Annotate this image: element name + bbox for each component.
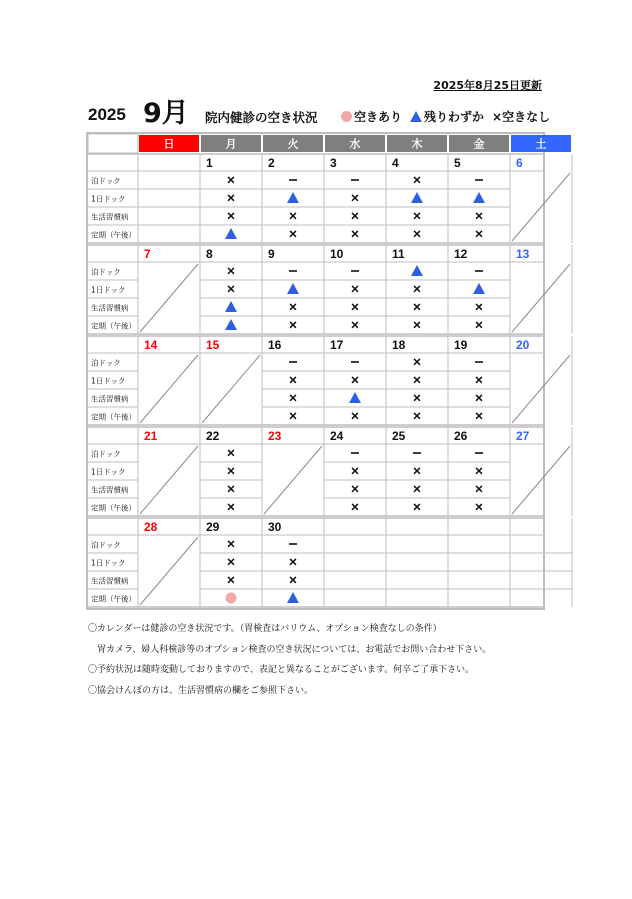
mark-unavailable: × <box>412 225 422 242</box>
day-number: 10 <box>330 247 344 261</box>
mark-unavailable: × <box>226 444 236 461</box>
mark-few-triangle <box>473 283 485 294</box>
mark-unavailable: × <box>474 207 484 224</box>
notes <box>88 619 491 701</box>
mark-few-triangle <box>225 301 237 312</box>
mark-unavailable: × <box>350 225 360 242</box>
weekday-header-label: 火 <box>287 137 299 151</box>
row-label: 定期（午後） <box>91 412 136 422</box>
diagonal-slash <box>512 355 570 423</box>
day-number: 14 <box>144 338 158 352</box>
day-number: 2 <box>268 156 275 170</box>
mark-few-triangle <box>287 283 299 294</box>
mark-unavailable: × <box>474 389 484 406</box>
legend-none <box>492 108 550 125</box>
row-label: 1日ドック <box>91 467 126 477</box>
day-number: 11 <box>392 247 405 261</box>
day-number: 4 <box>392 156 399 170</box>
mark-unavailable: × <box>226 462 236 479</box>
day-number: 12 <box>454 247 468 261</box>
mark-unavailable: × <box>412 207 422 224</box>
row-label: 生活習慣病 <box>91 576 129 586</box>
row-label: 定期（午後） <box>91 230 136 240</box>
availability-calendar <box>86 132 545 610</box>
diagonal-slash <box>140 264 198 332</box>
day-number: 13 <box>516 247 530 261</box>
mark-unavailable: × <box>412 171 422 188</box>
day-number: 26 <box>454 429 468 443</box>
row-label: 泊ドック <box>91 449 121 459</box>
mark-unavailable: × <box>474 407 484 424</box>
mark-unavailable: × <box>226 207 236 224</box>
day-number: 16 <box>268 338 282 352</box>
mark-unavailable: × <box>412 280 422 297</box>
weekday-header-label: 月 <box>225 137 237 151</box>
mark-unavailable: × <box>226 480 236 497</box>
mark-few-triangle <box>349 392 361 403</box>
day-number: 23 <box>268 429 282 443</box>
row-label: 1日ドック <box>91 285 126 295</box>
day-number: 30 <box>268 520 282 534</box>
mark-unavailable: × <box>288 207 298 224</box>
note-line: 〇協会けんぽの方は、生活習慣病の欄をご参照下さい。 <box>88 685 314 696</box>
mark-unavailable: × <box>412 298 422 315</box>
month-label: 9月 <box>143 98 189 129</box>
header-corner <box>88 134 138 153</box>
mark-unavailable: × <box>288 316 298 333</box>
row-label: 定期（午後） <box>91 321 136 331</box>
row-label: 生活習慣病 <box>91 394 129 404</box>
weekday-header-label: 日 <box>163 137 175 151</box>
page-title: 院内健診の空き状況 <box>205 110 318 125</box>
mark-unavailable: × <box>412 316 422 333</box>
mark-unavailable: × <box>350 280 360 297</box>
mark-unavailable: × <box>226 553 236 570</box>
day-number: 15 <box>206 338 220 352</box>
mark-unavailable: × <box>288 389 298 406</box>
mark-unavailable: × <box>350 371 360 388</box>
note-line: 〇カレンダーは健診の空き状況です。（胃検査はバリウム、オプション検査なしの条件） <box>88 624 442 634</box>
day-number: 9 <box>268 247 275 261</box>
day-number: 22 <box>206 429 220 443</box>
mark-unavailable: × <box>474 498 484 515</box>
weekday-header-label: 水 <box>349 137 361 151</box>
updated-date: 2025年8月25日更新 <box>433 79 542 92</box>
note-line: 胃カメラ、婦人科検診等のオプション検査の空き状況については、お電話でお問い合わせ下さい。 <box>88 644 492 655</box>
diagonal-slash <box>512 173 570 241</box>
day-number: 21 <box>144 429 158 443</box>
mark-unavailable: × <box>412 353 422 370</box>
day-number: 20 <box>516 338 530 352</box>
row-label: 1日ドック <box>91 194 126 204</box>
diagonal-slash <box>512 446 570 514</box>
legend-none-label: ×空きなし <box>492 110 551 124</box>
day-number: 8 <box>206 247 213 261</box>
mark-few-triangle <box>287 592 299 603</box>
mark-unavailable: × <box>226 571 236 588</box>
mark-unavailable: × <box>226 280 236 297</box>
mark-few-triangle <box>225 319 237 330</box>
mark-unavailable: × <box>350 480 360 497</box>
mark-few-triangle <box>473 192 485 203</box>
mark-unavailable: × <box>226 171 236 188</box>
mark-unavailable: × <box>288 553 298 570</box>
mark-unavailable: × <box>350 462 360 479</box>
mark-few-triangle <box>411 192 423 203</box>
mark-unavailable: × <box>350 189 360 206</box>
day-number: 27 <box>516 429 530 443</box>
day-number: 17 <box>330 338 344 352</box>
mark-unavailable: × <box>226 498 236 515</box>
day-number: 25 <box>392 429 406 443</box>
mark-unavailable: × <box>474 225 484 242</box>
row-label: 1日ドック <box>91 376 126 386</box>
day-number: 24 <box>330 429 344 443</box>
row-label: 生活習慣病 <box>91 212 129 222</box>
row-label: 定期（午後） <box>91 594 136 604</box>
weekday-header-label: 金 <box>473 137 485 151</box>
circle-icon <box>341 111 352 122</box>
mark-unavailable: × <box>350 498 360 515</box>
legend-available <box>341 108 402 125</box>
row-label: 生活習慣病 <box>91 303 129 313</box>
row-label: 泊ドック <box>91 176 121 186</box>
year-label: 2025 <box>88 105 126 124</box>
day-number: 19 <box>454 338 468 352</box>
mark-unavailable: × <box>474 298 484 315</box>
legend <box>341 108 558 125</box>
mark-unavailable: × <box>412 480 422 497</box>
day-number: 7 <box>144 247 151 261</box>
mark-unavailable: × <box>474 371 484 388</box>
mark-unavailable: × <box>288 371 298 388</box>
mark-unavailable: × <box>288 407 298 424</box>
weekday-header-label: 木 <box>411 137 423 151</box>
day-number: 6 <box>516 156 523 170</box>
diagonal-slash <box>140 446 198 514</box>
mark-unavailable: × <box>226 262 236 279</box>
legend-few <box>410 108 484 125</box>
day-number: 29 <box>206 520 220 534</box>
mark-unavailable: × <box>350 298 360 315</box>
diagonal-slash <box>140 537 198 605</box>
mark-few-triangle <box>225 228 237 239</box>
mark-unavailable: × <box>412 498 422 515</box>
triangle-icon <box>410 111 422 122</box>
mark-unavailable: × <box>226 189 236 206</box>
mark-unavailable: × <box>226 535 236 552</box>
day-number: 18 <box>392 338 406 352</box>
diagonal-slash <box>202 355 260 423</box>
legend-few-label: 残りわずか <box>424 110 485 124</box>
row-label: 泊ドック <box>91 540 121 550</box>
day-number: 1 <box>206 156 213 170</box>
diagonal-slash <box>264 446 322 514</box>
weekday-header-label: 土 <box>535 137 547 151</box>
mark-unavailable: × <box>288 298 298 315</box>
mark-unavailable: × <box>474 316 484 333</box>
day-number: 3 <box>330 156 337 170</box>
row-label: 1日ドック <box>91 558 126 568</box>
row-label: 生活習慣病 <box>91 485 129 495</box>
mark-unavailable: × <box>474 480 484 497</box>
row-label: 定期（午後） <box>91 503 136 513</box>
mark-unavailable: × <box>350 316 360 333</box>
diagonal-slash <box>140 355 198 423</box>
mark-unavailable: × <box>288 225 298 242</box>
mark-unavailable: × <box>412 371 422 388</box>
day-number: 5 <box>454 156 461 170</box>
calendar-grid <box>88 134 547 608</box>
mark-unavailable: × <box>474 462 484 479</box>
mark-unavailable: × <box>412 462 422 479</box>
legend-available-label: 空きあり <box>354 110 403 124</box>
mark-unavailable: × <box>350 207 360 224</box>
note-line: 〇予約状況は随時変動しておりますので、表記と異なることがございます。何卒ご了承下さい。 <box>88 665 475 675</box>
mark-few-triangle <box>411 265 423 276</box>
mark-unavailable: × <box>288 571 298 588</box>
day-number: 28 <box>144 520 158 534</box>
mark-available-circle <box>226 593 237 604</box>
diagonal-slash <box>512 264 570 332</box>
mark-few-triangle <box>287 192 299 203</box>
mark-unavailable: × <box>350 407 360 424</box>
mark-unavailable: × <box>412 407 422 424</box>
row-label: 泊ドック <box>91 267 121 277</box>
row-label: 泊ドック <box>91 358 121 368</box>
mark-unavailable: × <box>412 389 422 406</box>
